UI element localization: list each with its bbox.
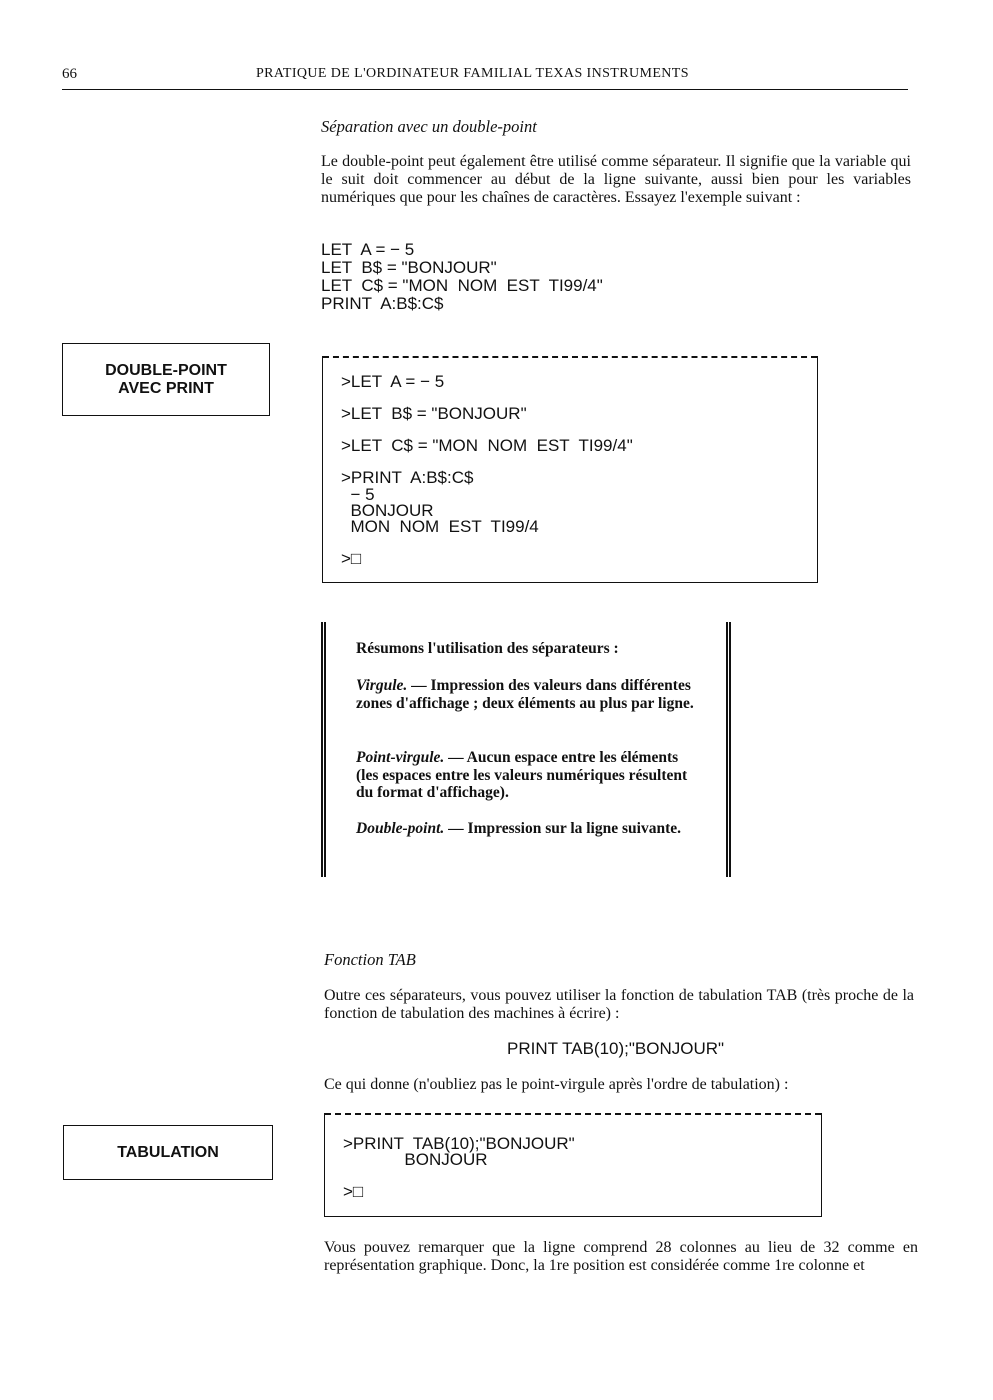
sidebox-line: TABULATION (117, 1143, 219, 1161)
code-line: PRINT A:B$:C$ (321, 294, 444, 313)
screen-line: >LET C$ = "MON NOM EST TI99/4" (341, 436, 633, 455)
section-paragraph-tab-result: Ce qui donne (n'oubliez pas le point-virgule après l'ordre de tabulation) : (324, 1076, 789, 1093)
code-line: LET A = − 5 (321, 240, 415, 259)
summary-term: Virgule. (356, 677, 408, 694)
summary-term: Point-virgule. (356, 749, 445, 766)
sidebox-line: DOUBLE-POINT (105, 361, 227, 379)
summary-box (321, 622, 731, 877)
screen-line: BONJOUR (341, 501, 434, 520)
summary-text: — Impression des valeurs dans différentes zones d'affichage ; deux éléments au plus par ligne. (356, 677, 694, 712)
sidebox-line: AVEC PRINT (118, 379, 214, 397)
screen-line: MON NOM EST TI99/4 (341, 517, 539, 536)
summary-text: — Impression sur la ligne suivante. (444, 820, 681, 837)
screen-line: − 5 (341, 485, 375, 504)
section-paragraph-tab: Outre ces séparateurs, vous pouvez utiliser la fonction de tabulation TAB (très proche de la fonction de tabulation des machines à écrire) : (324, 987, 914, 1022)
section-heading-double-point: Séparation avec un double-point (321, 117, 537, 136)
screen-line: >□ (341, 549, 362, 568)
summary-text: — Aucun espace entre les éléments (les espaces entre les valeurs numériques résultent du format d'affichage). (356, 749, 688, 801)
screen-dashed-border (323, 356, 817, 358)
page-number: 66 (62, 66, 77, 82)
screen-line: BONJOUR (343, 1150, 488, 1169)
code-example-block (321, 241, 603, 313)
code-line: LET B$ = "BONJOUR" (321, 258, 497, 277)
screen-output-double-point (322, 356, 818, 583)
running-title: PRATIQUE DE L'ORDINATEUR FAMILIAL TEXAS INSTRUMENTS (256, 66, 689, 81)
header-rule (62, 89, 908, 90)
summary-item-point-virgule (356, 749, 696, 802)
footer-paragraph: Vous pouvez remarquer que la ligne comprend 28 colonnes au lieu de 32 comme en représentation graphique. Donc, la 1re position est considérée comme 1re colonne et (324, 1239, 918, 1274)
screen-line: >□ (343, 1182, 364, 1201)
section-heading-tab: Fonction TAB (324, 950, 416, 969)
screen-output-tab (324, 1113, 822, 1217)
code-line: LET C$ = "MON NOM EST TI99/4" (321, 276, 603, 295)
code-example-tab: PRINT TAB(10);"BONJOUR" (507, 1039, 725, 1058)
screen-line: >LET B$ = "BONJOUR" (341, 404, 527, 423)
section-paragraph-double-point: Le double-point peut également être utilisé comme séparateur. Il signifie que la variable qui le suit doit commencer au début de la ligne suivante, aussi bien pour les variables numériques que pour les chaînes de caractères. Essayez l'exemple suivant : (321, 153, 911, 206)
screen-line: >PRINT TAB(10);"BONJOUR" (343, 1134, 575, 1153)
summary-title: Résumons l'utilisation des séparateurs : (356, 640, 619, 657)
screen-dashed-border (325, 1113, 821, 1115)
screen-line: >LET A = − 5 (341, 372, 445, 391)
summary-term: Double-point. (356, 820, 445, 837)
sidebox-tabulation (63, 1125, 273, 1180)
sidebox-double-point (62, 343, 270, 416)
screen-line: >PRINT A:B$:C$ (341, 468, 474, 487)
summary-item-virgule (356, 677, 696, 712)
summary-item-double-point (356, 820, 696, 838)
